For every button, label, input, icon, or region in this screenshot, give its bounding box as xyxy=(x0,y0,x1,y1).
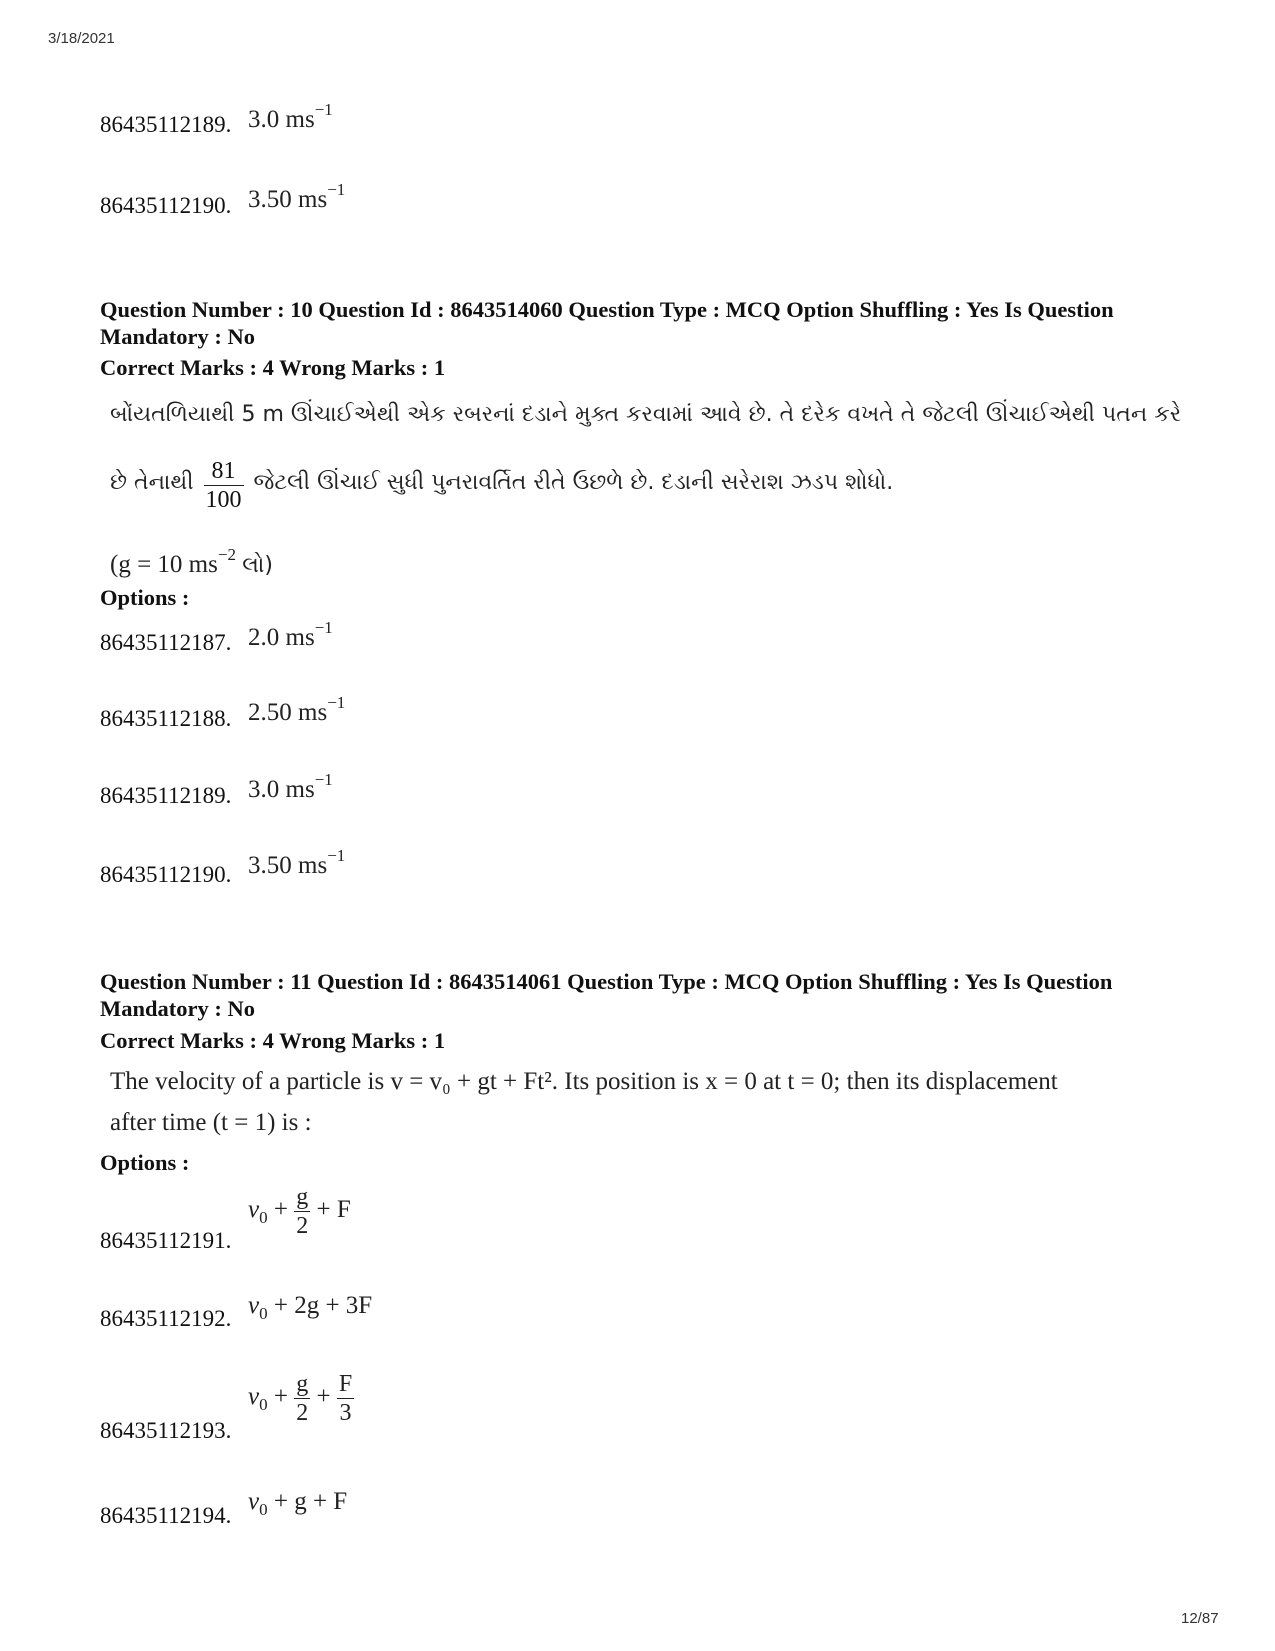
options-label: Options : xyxy=(100,1150,190,1175)
option-id: 86435112187. xyxy=(100,630,232,655)
page-number: 12/87 xyxy=(1181,1610,1219,1627)
option-value: 3.0 $ms^{-1}$ xyxy=(248,100,333,133)
question-text-line: after time (t = 1) is : xyxy=(110,1109,312,1136)
question-header: Question Number : 11 Question Id : 8643514061 Question Type : MCQ Option Shuffling : Yes Is Question Mandatory : No xyxy=(100,969,1113,1021)
question-marks: Correct Marks : 4 Wrong Marks : 1 xyxy=(100,1028,446,1053)
option-value: $v_0 + 2g + 3F$ xyxy=(248,1292,373,1323)
question-text-line: (g = 10 $ms^{-2}$ લો) xyxy=(110,545,273,578)
option-value: 3.0 $ms^{-1}$ xyxy=(248,770,333,803)
option-id: 86435112190. xyxy=(100,862,232,887)
question-text-line: The velocity of a particle is v = v₀ + gt + Ft². Its position is x = 0 at t = 0; then its displacement xyxy=(110,1068,1058,1095)
option-id: 86435112194. xyxy=(100,1503,232,1528)
option-value: $v_0 + g + F$ xyxy=(248,1488,348,1519)
option-value: 2.0 $ms^{-1}$ xyxy=(248,618,333,651)
fraction: $\frac{81}{100}$ xyxy=(205,458,242,513)
question-marks: Correct Marks : 4 Wrong Marks : 1 xyxy=(100,355,446,380)
option-value: $v_0$ + $\frac{g}{2}$ + F xyxy=(248,1184,351,1239)
option-id: 86435112189. xyxy=(100,112,232,137)
print-date: 3/18/2021 xyxy=(48,30,115,47)
option-id: 86435112192. xyxy=(100,1306,232,1331)
option-id: 86435112191. xyxy=(100,1228,232,1253)
option-id: 86435112188. xyxy=(100,706,232,731)
option-value: 3.50 $ms^{-1}$ xyxy=(248,846,346,879)
option-id: 86435112193. xyxy=(100,1418,232,1443)
option-value: $v_0$ + $\frac{g}{2}$ + $\frac{F}{3}$ xyxy=(248,1371,353,1426)
option-value: 2.50 $ms^{-1}$ xyxy=(248,693,346,726)
question-header: Question Number : 10 Question Id : 8643514060 Question Type : MCQ Option Shuffling : Yes Is Question Mandatory : No xyxy=(100,297,1114,349)
question-text-line: બોંયતળિયાથી 5 m ઊંચાઈએથી એક રબરનાં દડાને મુક્ત કરવામાં આવે છે. તે દરેક વખતે તે જેટલી ઊંચાઈએથી પતન કરે xyxy=(110,402,1182,427)
options-label: Options : xyxy=(100,585,190,610)
option-value: 3.50 $ms^{-1}$ xyxy=(248,180,346,213)
option-id: 86435112189. xyxy=(100,783,232,808)
option-id: 86435112190. xyxy=(100,193,232,218)
question-text-line: છે તેનાથી $\frac{81}{100}$ જેટલી ઊંચાઈ સુધી પુનરાવર્તિત રીતે ઉછળે છે. દડાની સરેરાશ ઝડપ શોધો. xyxy=(110,458,894,513)
